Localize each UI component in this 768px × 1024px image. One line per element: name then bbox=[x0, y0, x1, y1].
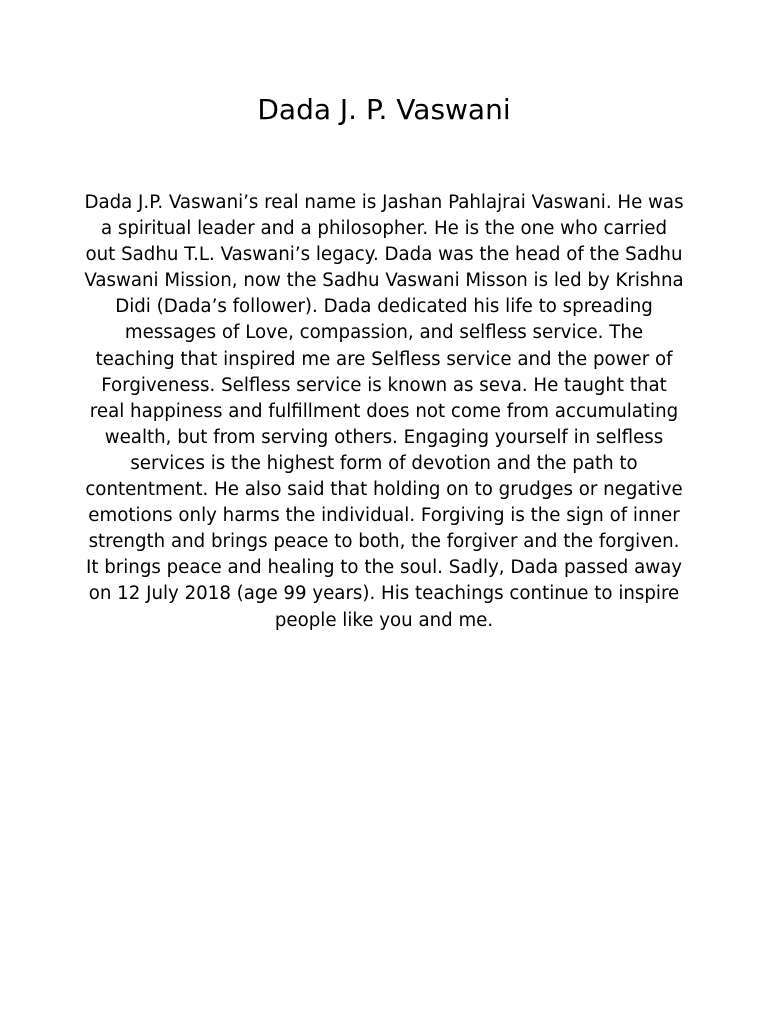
page-title: Dada J. P. Vaswani bbox=[257, 93, 511, 126]
body-paragraph: Dada J.P. Vaswani’s real name is Jashan Pahlajrai Vaswani. He was a spiritual leader and a philosopher. He is the one who carried out Sadhu T.L. Vaswani’s legacy. Dada was the head of the Sadhu Vaswani Mission, now the Sadhu Vaswani Misson is led by Krishna Didi (Dada’s follower). Dada dedicated his life to spreading messages of Love, compassion, and selfless service. The teaching that inspired me are Selfless service and the power of Forgiveness. Selfless service is known as seva. He taught that real happiness and fulfillment does not come from accumulating wealth, but from serving others. Engaging yourself in selfless services is the highest form of devotion and the path to contentment. He also said that holding on to grudges or negative emotions only harms the individual. Forgiving is the sign of inner strength and brings peace to both, the forgiver and the forgiven. It brings peace and healing to the soul. Sadly, Dada passed away on 12 July 2018 (age 99 years). His teachings continue to inspire people like you and me. bbox=[84, 192, 684, 631]
